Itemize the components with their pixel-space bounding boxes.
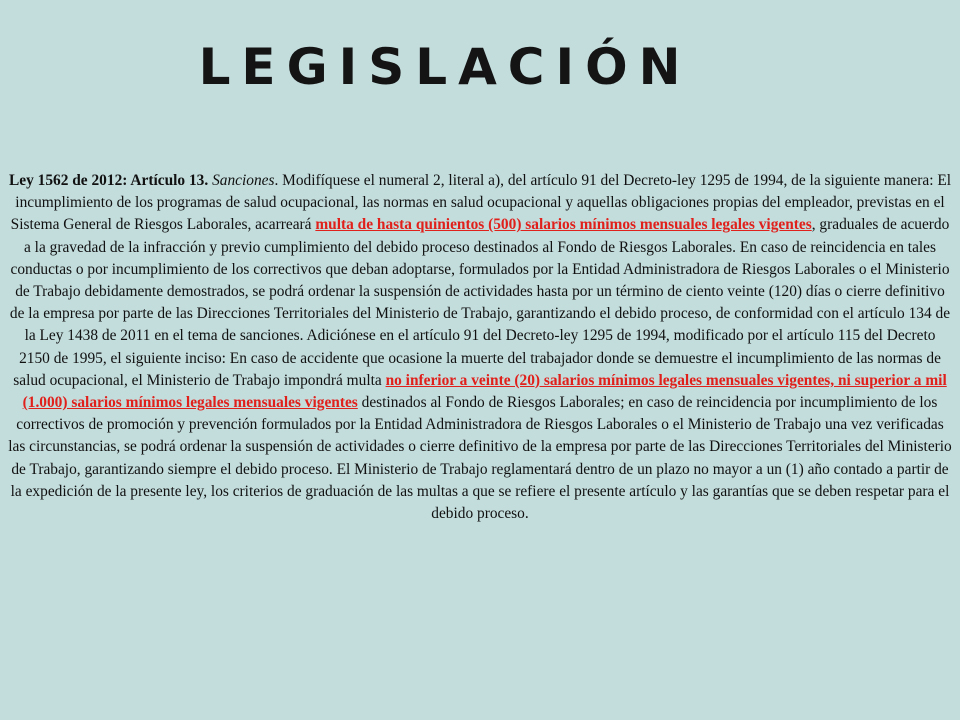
law-reference: Ley 1562 de 2012: Artículo 13. — [8, 172, 209, 189]
law-paragraph — [8, 170, 952, 525]
slide-title: LEGISLACIÓN — [198, 38, 692, 96]
paragraph-text-2: , graduales de acuerdo a la gravedad de la infracción y previo cumplimiento del debido proceso destinados al Fondo de Riesgos Laborales. En caso de reincidencia en tales conductas o por incumplimiento de los correctivos que deban adoptarse, formulados por la Entidad Administradora de Riesgos Laborales o el Ministerio de Trabajo debidamente demostrados, se podrá ordenar la suspensión de actividades hasta por un término de ciento veinte (120) días o cierre definitivo de la empresa por parte de las Direcciones Territoriales del Ministerio de Trabajo, garantizando el debido proceso, de conformidad con el artículo 134 de la Ley 1438 de 2011 en el tema de sanciones. Adiciónese en el artículo 91 del Decreto-ley 1295 de 1994, modificado por el artículo 115 del Decreto 2150 de 1995, el siguiente inciso: En caso de accidente que ocasione la muerte del trabajador donde se demuestre el incumplimiento de las normas de salud ocupacional, el Ministerio de Trabajo impondrá multa — [9, 216, 951, 389]
fine-highlight-1: multa de hasta quinientos (500) salarios mínimos mensuales legales vigentes — [315, 216, 812, 234]
paragraph-text-1: . Modifíquese el numeral 2, literal a), del artículo 91 del Decreto-ley 1295 de 1994, de la siguiente manera: El incumplimiento de los programas de salud ocupacional, las normas en salud ocupacional y aquellas obligaciones propias del empleador, previstas en el Sistema General de Riesgos Laborales, acarreará — [10, 172, 951, 234]
fine-highlight-2: no inferior a veinte (20) salarios mínimos legales mensuales vigentes, ni superior a mil (1.000) salarios mínimos legales mensuales vigentes — [22, 371, 947, 412]
article-heading: Sanciones — [212, 172, 275, 189]
paragraph-text-3: destinados al Fondo de Riesgos Laborales; en caso de reincidencia por incumplimiento de los correctivos de promoción y prevención formulados por la Entidad Administradora de Riesgos Laborales o el Ministerio de Trabajo una vez verificadas las circunstancias, se podrá ordenar la suspensión de actividades o cierre definitivo de la empresa por parte de las Direcciones Territoriales del Ministerio de Trabajo, garantizando siempre el debido proceso. El Ministerio de Trabajo reglamentará dentro de un plazo no mayor a un (1) año contado a partir de la expedición de la presente ley, los criterios de graduación de las multas a que se refiere el presente artículo y las garantías que se deben respetar para el debido proceso. — [8, 394, 952, 523]
